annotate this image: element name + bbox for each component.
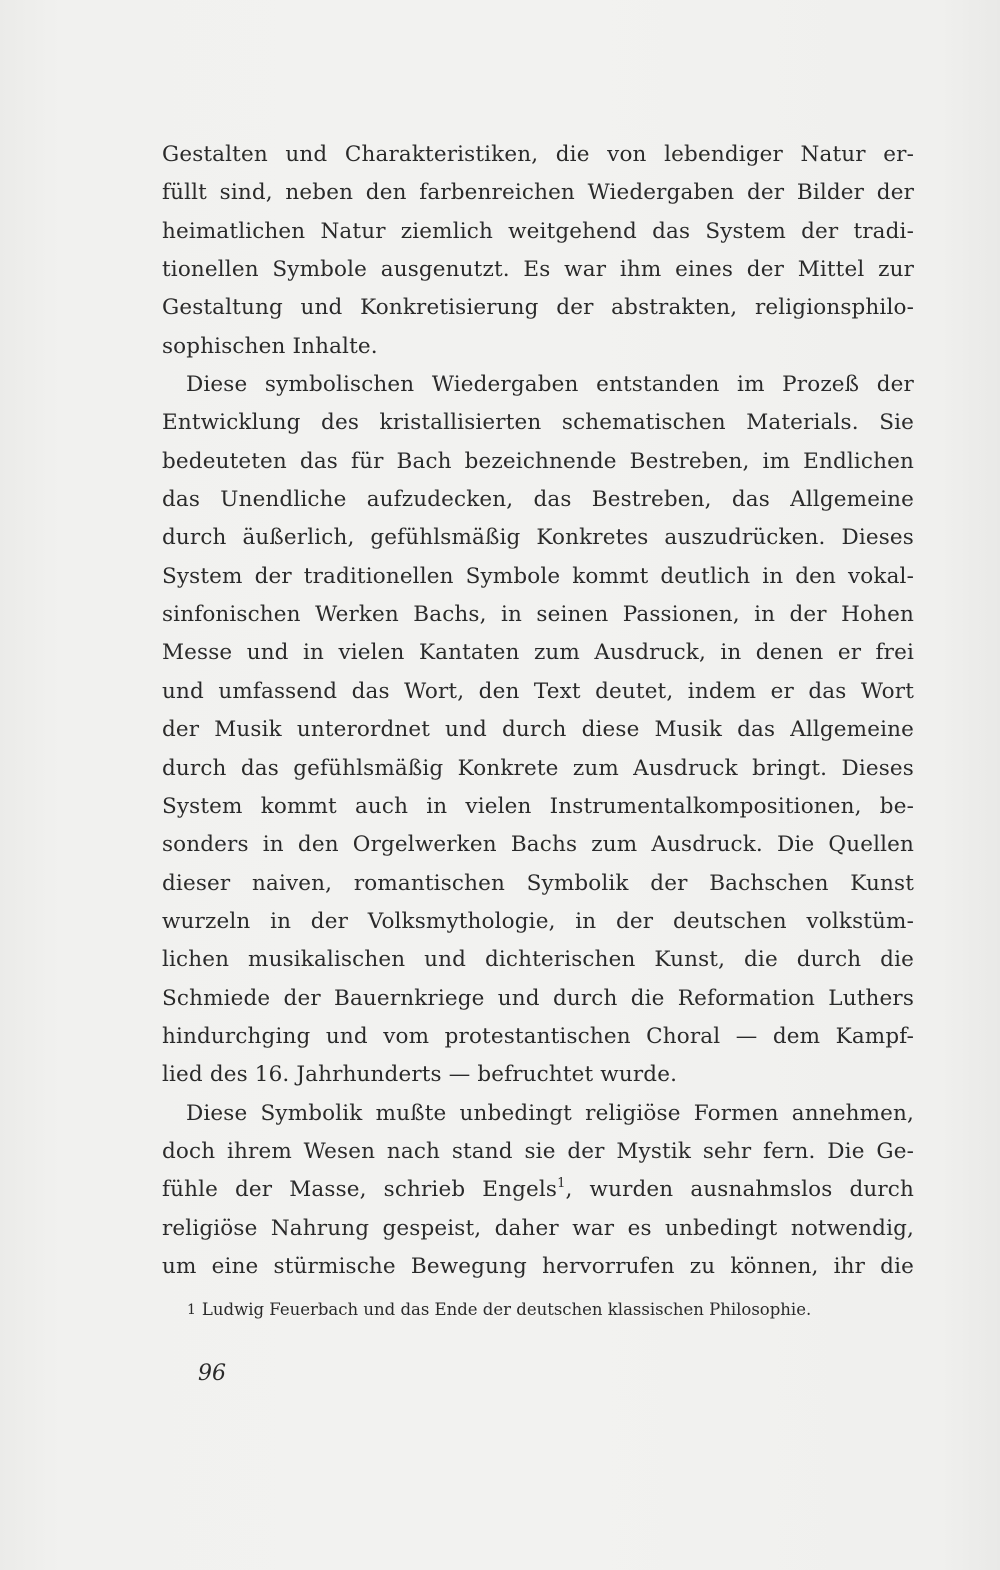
text-line-with-footnote-ref xyxy=(162,1171,914,1209)
page-number: 96 xyxy=(198,1361,226,1386)
text-line: Gestalten und Charakteristiken, die von lebendiger Natur er- xyxy=(162,142,914,167)
text-line: und umfassend das Wort, den Text deutet, indem er das Wort xyxy=(162,678,914,704)
text-line: dieser naiven, romantischen Symbolik der Bachschen Kunst xyxy=(162,870,914,896)
text-line: System kommt auch in vielen Instrumentalkompositionen, be- xyxy=(162,793,914,819)
text-line: sophischen Inhalte. xyxy=(162,333,378,359)
text-fragment: , wurden ausnahmslos durch xyxy=(565,1177,914,1203)
text-line: hindurchging und vom protestantischen Choral — dem Kampf- xyxy=(162,1023,914,1049)
text-line: Schmiede der Bauernkriege und durch die Reformation Luthers xyxy=(162,985,914,1011)
text-line: bedeuteten das für Bach bezeichnende Bestreben, im Endlichen xyxy=(162,448,914,474)
footnote-text: Ludwig Feuerbach und das Ende der deutschen klassischen Philosophie. xyxy=(201,1300,812,1319)
text-line: durch das gefühlsmäßig Konkrete zum Ausdruck bringt. Dieses xyxy=(162,755,914,781)
text-line: der Musik unterordnet und durch diese Musik das Allgemeine xyxy=(162,717,914,743)
text-fragment: fühle der Masse, schrieb Engels xyxy=(162,1177,558,1203)
text-line: heimatlichen Natur ziemlich weitgehend das System der tradi- xyxy=(162,218,914,244)
footnote xyxy=(187,1297,917,1323)
text-line: doch ihrem Wesen nach stand sie der Mystik sehr fern. Die Ge- xyxy=(162,1138,914,1164)
text-line: religiöse Nahrung gespeist, daher war es unbedingt notwendig, xyxy=(162,1215,914,1241)
text-line: füllt sind, neben den farbenreichen Wiedergaben der Bilder der xyxy=(162,180,914,206)
text-line: Entwicklung des kristallisierten schematischen Materials. Sie xyxy=(162,410,914,436)
text-line: tionellen Symbole ausgenutzt. Es war ihm eines der Mittel zur xyxy=(162,257,914,283)
text-line: sinfonischen Werken Bachs, in seinen Passionen, in der Hohen xyxy=(162,602,914,628)
footnote-marker: 1 xyxy=(187,1302,196,1318)
text-line: lied des 16. Jahrhunderts — befruchtet wurde. xyxy=(162,1062,678,1088)
text-line: Messe und in vielen Kantaten zum Ausdruck, in denen er frei xyxy=(162,640,914,666)
text-line: durch äußerlich, gefühlsmäßig Konkretes auszudrücken. Dieses xyxy=(162,525,914,551)
text-line: Diese Symbolik mußte unbedingt religiöse Formen annehmen, xyxy=(186,1100,914,1126)
text-line: wurzeln in der Volksmythologie, in der deutschen volkstüm- xyxy=(162,908,914,934)
footnote-reference[interactable]: 1 xyxy=(557,1176,566,1192)
text-line: lichen musikalischen und dichterischen Kunst, die durch die xyxy=(162,947,914,973)
text-line: System der traditionellen Symbole kommt deutlich in den vokal- xyxy=(162,563,914,589)
text-line: sonders in den Orgelwerken Bachs zum Ausdruck. Die Quellen xyxy=(162,832,914,858)
text-line: um eine stürmische Bewegung hervorrufen zu können, ihr die xyxy=(162,1253,914,1279)
text-line: das Unendliche aufzudecken, das Bestreben, das Allgemeine xyxy=(162,487,914,513)
text-line: Gestaltung und Konkretisierung der abstrakten, religionsphilo- xyxy=(162,295,914,321)
text-line: Diese symbolischen Wiedergaben entstanden im Prozeß der xyxy=(186,372,914,398)
body-text xyxy=(162,136,914,1286)
